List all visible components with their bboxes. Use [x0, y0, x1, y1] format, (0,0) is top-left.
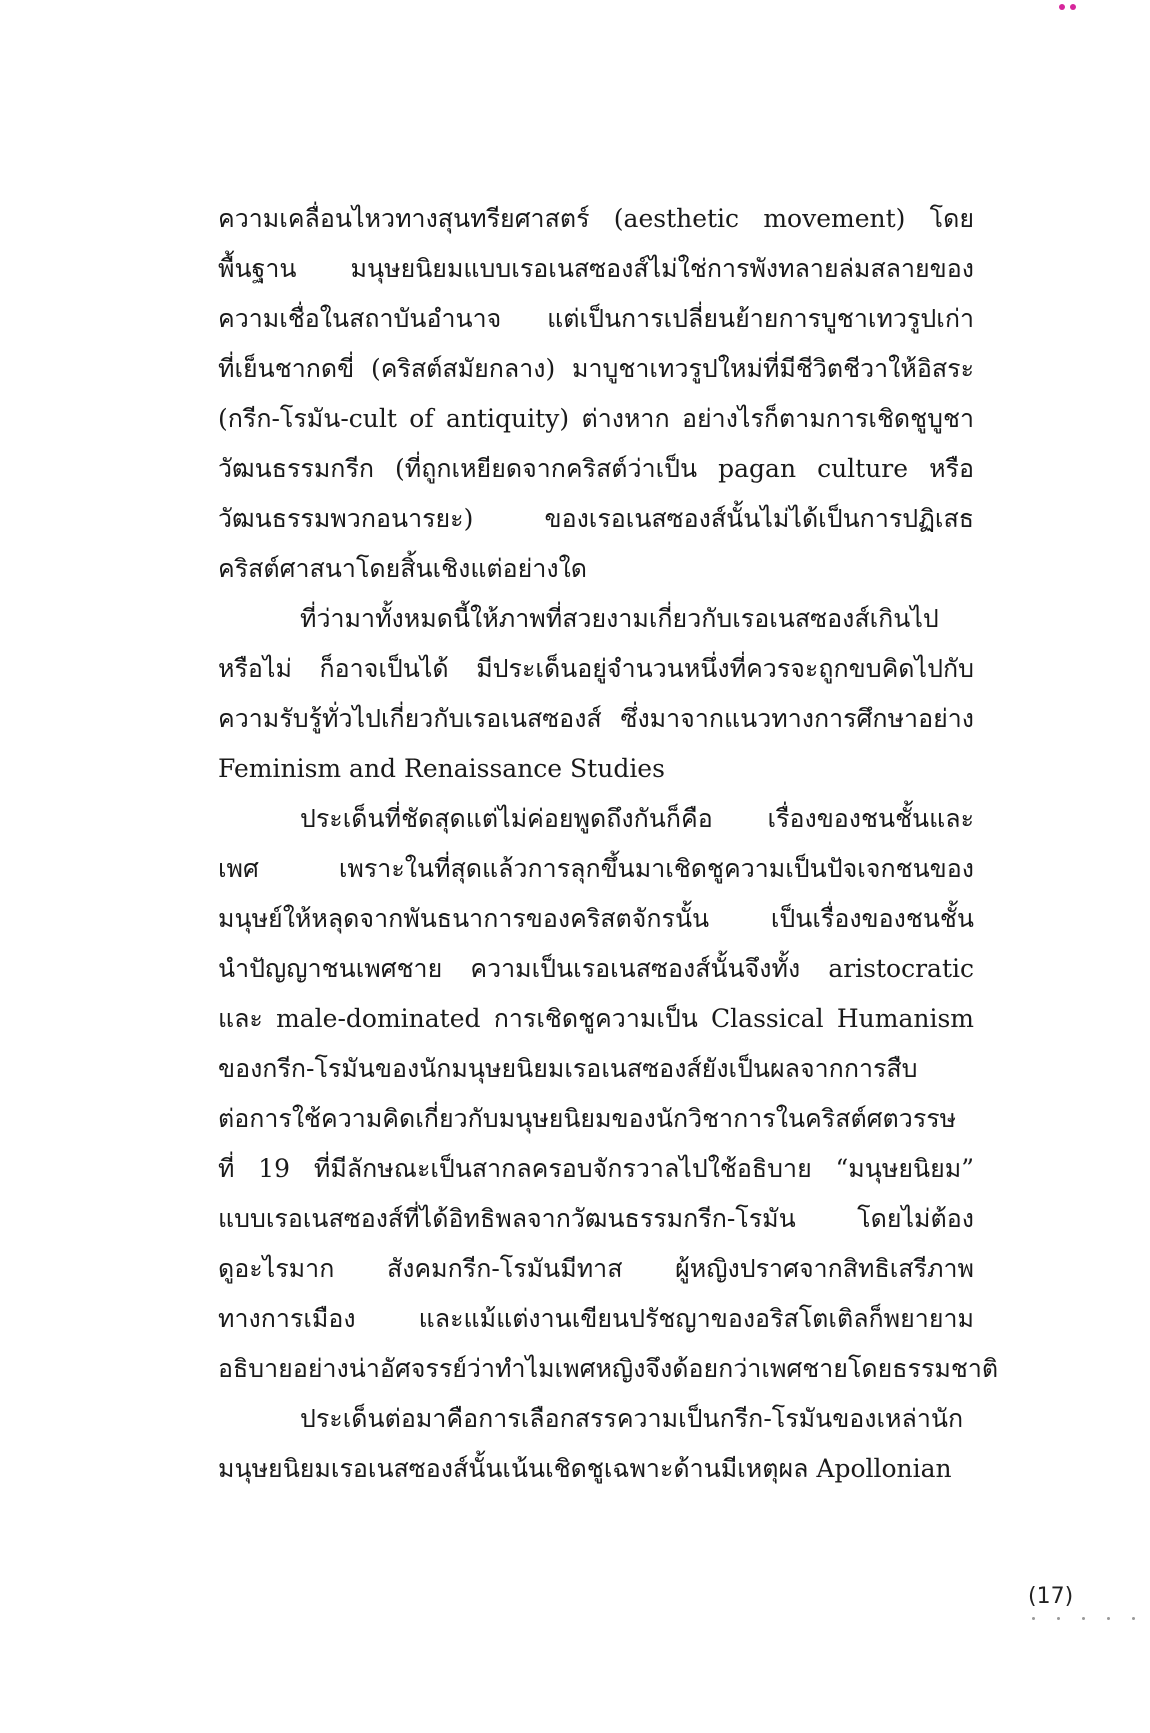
text-line: Feminism and Renaissance Studies — [218, 754, 665, 783]
text-line: มนุษย์ให้หลุดจากพันธนาการของคริสตจักรนั้น เป็นเรื่องของชนชั้น — [218, 904, 974, 933]
text-line: ที่ 19 ที่มีลักษณะเป็นสากลครอบจักรวาลไปใช้อธิบาย “มนุษยนิยม” — [218, 1154, 974, 1183]
text-line: ประเด็นที่ชัดสุดแต่ไม่ค่อยพูดถึงกันก็คือ เรื่องของชนชั้นและ — [300, 804, 974, 833]
footer-dot — [1132, 1617, 1135, 1620]
text-line: คริสต์ศาสนาโดยสิ้นเชิงแต่อย่างใด — [218, 554, 588, 583]
paragraph — [218, 194, 974, 594]
text-line: ที่เย็นชากดขี่ (คริสต์สมัยกลาง) มาบูชาเทวรูปใหม่ที่มีชีวิตชีวาให้อิสระ — [218, 354, 974, 383]
text-line: แบบเรอเนสซองส์ที่ได้อิทธิพลจากวัฒนธรรมกรีก-โรมัน โดยไม่ต้อง — [218, 1204, 974, 1233]
footer-dot — [1082, 1617, 1085, 1620]
text-line: ความเคลื่อนไหวทางสุนทรียศาสตร์ (aesthetic movement) โดย — [218, 204, 974, 233]
decor-dot — [1070, 4, 1076, 10]
page-body — [218, 194, 999, 1494]
text-line: หรือไม่ ก็อาจเป็นได้ มีประเด็นอยู่จำนวนหนึ่งที่ควรจะถูกขบคิดไปกับ — [218, 654, 974, 683]
footer-dot — [1107, 1617, 1110, 1620]
footer-dot — [1057, 1617, 1060, 1620]
text-line: ต่อการใช้ความคิดเกี่ยวกับมนุษยนิยมของนักวิชาการในคริสต์ศตวรรษ — [218, 1104, 957, 1133]
page-number: (17) — [1028, 1584, 1074, 1609]
text-line: มนุษยนิยมเรอเนสซองส์นั้นเน้นเชิดชูเฉพาะด้านมีเหตุผล Apollonian — [218, 1454, 952, 1483]
paragraph — [218, 1394, 974, 1494]
text-line: (กรีก-โรมัน-cult of antiquity) ต่างหาก อย่างไรก็ตามการเชิดชูบูชา — [218, 404, 974, 433]
text-line: อธิบายอย่างน่าอัศจรรย์ว่าทำไมเพศหญิงจึงด้อยกว่าเพศชายโดยธรรมชาติ — [218, 1354, 999, 1383]
text-line: วัฒนธรรมกรีก (ที่ถูกเหยียดจากคริสต์ว่าเป็น pagan culture หรือ — [218, 454, 974, 483]
text-line: และ male-dominated การเชิดชูความเป็น Classical Humanism — [218, 1004, 974, 1033]
footer-dot — [1032, 1617, 1035, 1620]
text-line: ของกรีก-โรมันของนักมนุษยนิยมเรอเนสซองส์ยังเป็นผลจากการสืบ — [218, 1054, 918, 1083]
text-line: ความรับรู้ทั่วไปเกี่ยวกับเรอเนสซองส์ ซึ่งมาจากแนวทางการศึกษาอย่าง — [218, 704, 974, 733]
paragraph — [218, 594, 974, 794]
text-line: ความเชื่อในสถาบันอำนาจ แต่เป็นการเปลี่ยนย้ายการบูชาเทวรูปเก่า — [218, 304, 974, 333]
text-line: นำปัญญาชนเพศชาย ความเป็นเรอเนสซองส์นั้นจึงทั้ง aristocratic — [218, 954, 974, 983]
text-line: วัฒนธรรมพวกอนารยะ) ของเรอเนสซองส์นั้นไม่ได้เป็นการปฏิเสธ — [218, 504, 974, 533]
footer-decoration — [1032, 1617, 1135, 1620]
text-line: ทางการเมือง และแม้แต่งานเขียนปรัชญาของอริสโตเติลก็พยายาม — [218, 1304, 974, 1333]
text-line: ดูอะไรมาก สังคมกรีก-โรมันมีทาส ผู้หญิงปราศจากสิทธิเสรีภาพ — [218, 1254, 974, 1283]
decor-dot — [1059, 4, 1065, 10]
text-line: ประเด็นต่อมาคือการเลือกสรรความเป็นกรีก-โรมันของเหล่านัก — [300, 1404, 964, 1433]
paragraph — [218, 794, 999, 1394]
text-line: พื้นฐาน มนุษยนิยมแบบเรอเนสซองส์ไม่ใช่การพังทลายล่มสลายของ — [218, 254, 974, 283]
corner-decoration — [1059, 4, 1076, 10]
text-line: เพศ เพราะในที่สุดแล้วการลุกขึ้นมาเชิดชูความเป็นปัจเจกชนของ — [218, 854, 974, 883]
text-line: ที่ว่ามาทั้งหมดนี้ให้ภาพที่สวยงามเกี่ยวกับเรอเนสซองส์เกินไป — [300, 604, 939, 633]
